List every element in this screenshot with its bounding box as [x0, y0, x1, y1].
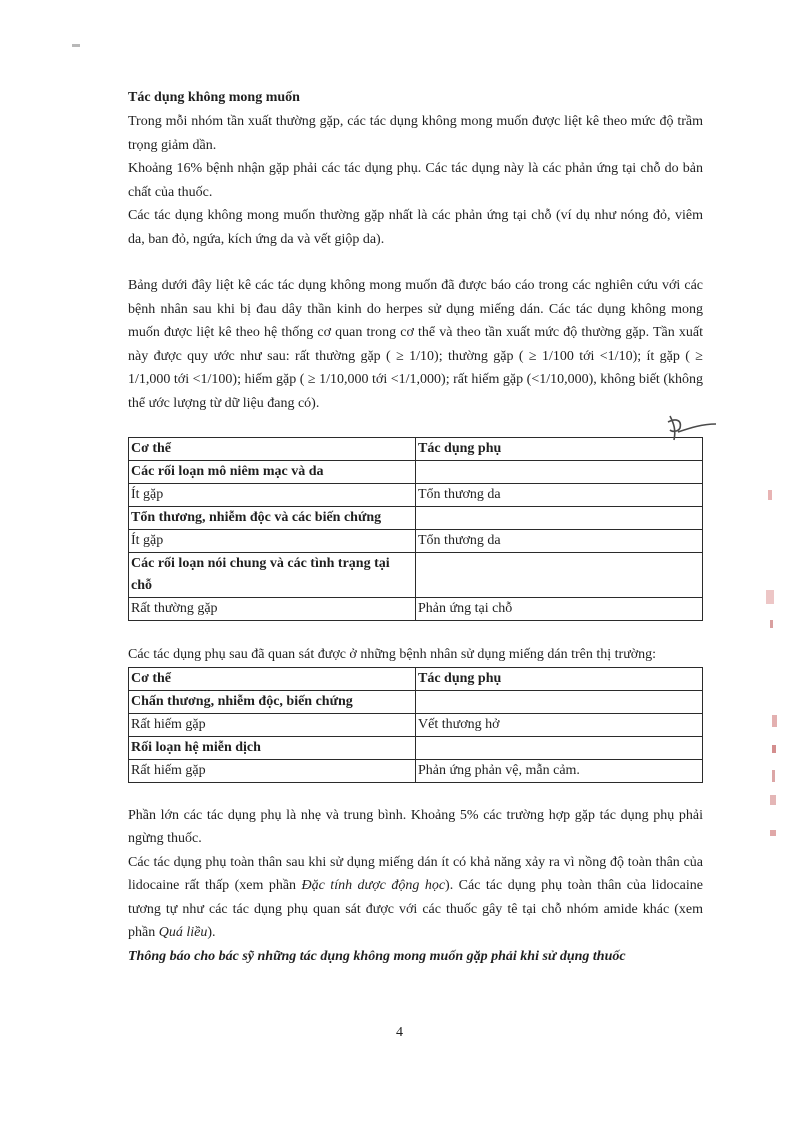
handwritten-initial-icon — [660, 410, 720, 450]
table1-group-row: Tổn thương, nhiễm độc và các biến chứng — [129, 507, 416, 530]
table2-group-row: Rối loạn hệ miễn dịch — [129, 736, 416, 759]
table1-header-effect: Tác dụng phụ — [416, 438, 703, 461]
table1-frequency-cell: Rất thường gặp — [129, 598, 416, 621]
after-paragraph-2-text: Các tác dụng phụ toàn thân sau khi sử dụng miếng dán ít có khả năng xảy ra vì nồng độ toàn thân của lidocaine rất thấp (xem phần — [128, 854, 703, 893]
adverse-effects-table-1 — [128, 437, 703, 621]
table1-header-body: Cơ thể — [129, 438, 416, 461]
after-paragraph-2 — [128, 851, 703, 945]
intro-paragraph-2: Khoảng 16% bệnh nhận gặp phải các tác dụng phụ. Các tác dụng này là các phản ứng tại chỗ do bản chất của thuốc. — [128, 161, 703, 200]
scan-corner-dots — [72, 44, 80, 47]
scan-artifact-marks — [760, 490, 790, 850]
table1-effect-cell: Phản ứng tại chỗ — [416, 598, 703, 621]
intro-paragraph-1: Trong mỗi nhóm tần xuất thường gặp, các tác dụng không mong muốn được liệt kê theo mức độ trầm trọng giảm dần. — [128, 114, 703, 153]
table1-effect-cell: Tổn thương da — [416, 484, 703, 507]
section-title: Tác dụng không mong muốn — [128, 90, 300, 105]
table2-effect-cell: Vết thương hở — [416, 713, 703, 736]
table2-effect-cell: Phản ứng phản vệ, mẫn cảm. — [416, 759, 703, 782]
table1-effect-cell: Tổn thương da — [416, 530, 703, 553]
table-intro-paragraph: Bảng dưới đây liệt kê các tác dụng không mong muốn đã được báo cáo trong các nghiên cứu với các bệnh nhân sau khi bị đau dây thần kinh do herpes sử dụng miếng dán. Các tác dụng không mong muốn được liệt kê theo hệ thống cơ quan trong cơ thể và theo tần xuất mức độ thường gặp. Tần xuất này được quy ước như sau: rất thường gặp ( ≥ 1/10); thường gặp ( ≥ 1/100 tới <1/10); ít gặp ( ≥ 1/1,000 tới <1/100); hiếm gặp ( ≥ 1/10,000 tới <1/1,000); rất hiếm gặp (<1/10,000), không biết (không thể ước lượng từ dữ liệu đang có). — [128, 278, 703, 411]
after-paragraph-1: Phần lớn các tác dụng phụ là nhẹ và trung bình. Khoảng 5% các trường hợp gặp tác dụng phụ phải ngừng thuốc. — [128, 807, 703, 846]
document-body — [128, 86, 703, 968]
table2-header-effect: Tác dụng phụ — [416, 667, 703, 690]
table2-group-row: Chấn thương, nhiễm độc, biến chứng — [129, 690, 416, 713]
after-paragraph-2-text: ). — [207, 925, 216, 940]
doctor-notice: Thông báo cho bác sỹ những tác dụng không mong muốn gặp phải khi sử dụng thuốc — [128, 948, 626, 964]
after-paragraph-2-text: ). Các tác dụng phụ toàn thân của lidocaine tương tự như các tác dụng phụ quan sát được với các thuốc gây tê tại chỗ nhóm amide khác (xem phần — [128, 878, 703, 940]
section-reference-overdose: Quá liều — [158, 925, 208, 940]
page-number: 4 — [396, 1025, 403, 1040]
table1-frequency-cell: Ít gặp — [129, 530, 416, 553]
table2-frequency-cell: Rất hiếm gặp — [129, 759, 416, 782]
table2-header-body: Cơ thể — [129, 667, 416, 690]
table2-frequency-cell: Rất hiếm gặp — [129, 713, 416, 736]
table1-group-row: Các rối loạn nói chung và các tình trạng tại chỗ — [129, 553, 416, 598]
table1-frequency-cell: Ít gặp — [129, 484, 416, 507]
section-reference-pharmacokinetics: Đặc tính dược động học — [301, 878, 446, 893]
adverse-effects-table-2 — [128, 667, 703, 783]
intro-paragraph-3: Các tác dụng không mong muốn thường gặp nhất là các phản ứng tại chỗ (ví dụ như nóng đỏ, viêm da, ban đỏ, ngứa, kích ứng da và vết giộp da). — [128, 208, 703, 247]
table1-group-row: Các rối loạn mô niêm mạc và da — [129, 461, 416, 484]
table2-intro-paragraph: Các tác dụng phụ sau đã quan sát được ở những bệnh nhân sử dụng miếng dán trên thị trường: — [128, 647, 657, 662]
